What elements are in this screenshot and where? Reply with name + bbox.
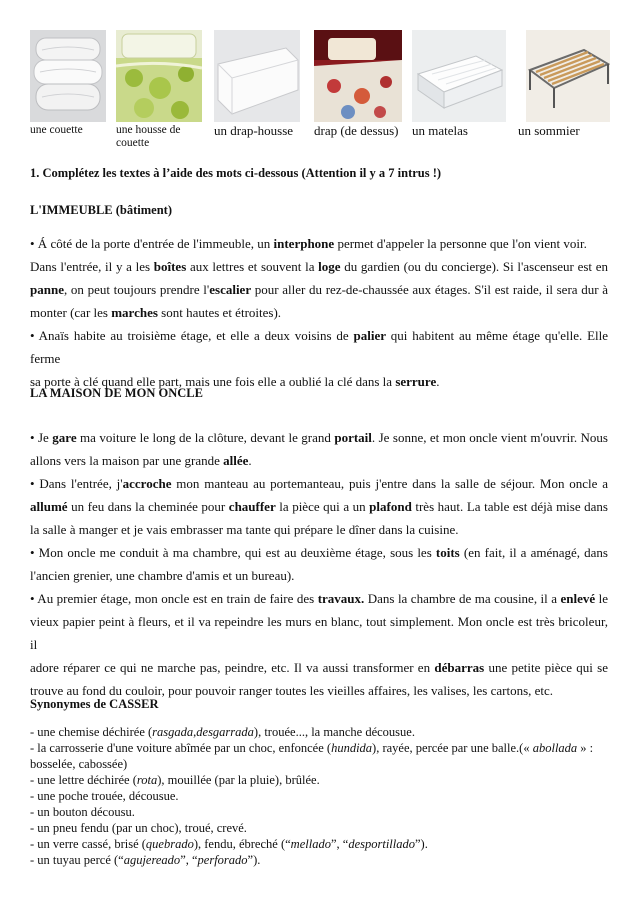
maison-p3-line-1: • Mon oncle me conduit à ma chambre, qui est au deuxième étage, sous les toits (en fait, il a aménagé, dans — [30, 545, 608, 560]
maison-p4-line-1: • Au premier étage, mon oncle est en train de faire des travaux. Dans la chambre de ma cousine, il a enlevé le — [30, 591, 608, 606]
maison-p3-line-2: l'ancien grenier, une chambre d'amis et un bureau). — [30, 568, 295, 583]
maison-p4-line-2: vieux papier peint à fleurs, et il va repeindre les murs en blanc, tout simplement. Mon oncle est très bricoleur, il — [30, 614, 608, 652]
synonymes-heading: Synonymes de CASSER — [30, 697, 159, 711]
syn-line-5: - un bouton décousu. — [30, 805, 135, 819]
maison-p2-line-2: allumé un feu dans la cheminée pour chauffer la pièce qui a un plafond très haut. La table est déjà mise dans — [30, 499, 608, 514]
syn-line-2: - la carrosserie d'une voiture abîmée par un choc, enfoncée (hundida), rayée, percée par une balle.(« abollada » : — [30, 741, 594, 755]
immeuble-text — [30, 232, 608, 393]
caption-flat-sheet: drap (de dessus) — [314, 123, 399, 138]
caption-mattress: un matelas — [412, 123, 468, 138]
immeuble-p2-line-1: Dans l'entrée, il y a les boîtes aux lettres et souvent la loge du gardien (ou du concierge). Si l'ascenseur est en — [30, 259, 608, 274]
caption-slatted-base: un sommier — [518, 123, 580, 138]
caption-duvet-cover-line-2: couette — [116, 137, 150, 149]
syn-line-8: - un tuyau percé (“agujereado”, “perforado”). — [30, 853, 261, 867]
immeuble-p3-line-1: • Anaïs habite au troisième étage, et elle a deux voisins de palier qui habitent au même étage qu'elle. Elle ferme — [30, 328, 609, 366]
fitted-sheet-image — [214, 30, 300, 122]
exercise-title: 1. Complétez les textes à l’aide des mots ci-dessous (Attention il y a 7 intrus !) — [30, 166, 442, 180]
syn-line-7: - un verre cassé, brisé (quebrado), fendu, ébreché (“mellado”, “desportillado”). — [30, 837, 428, 851]
image-captions — [30, 124, 610, 154]
immeuble-p1: • Á côté de la porte d'entrée de l'immeuble, un interphone permet d'appeler la personne que l'on vient voir. — [30, 236, 587, 251]
caption-duvet: une couette — [30, 124, 83, 136]
maison-p2-line-1: • Dans l'entrée, j'accroche mon manteau au portemanteau, puis j'entre dans la salle de séjour. Mon oncle a — [30, 476, 608, 491]
maison-p4-line-3: adore réparer ce qui ne marche pas, peindre, etc. Il va aussi transformer en débarras une petite pièce qui se — [30, 660, 609, 675]
immeuble-p3-line-2: sa porte à clé quand elle part, mais une fois elle a oublié la clé dans la serrure. — [30, 374, 440, 389]
immeuble-heading: L'IMMEUBLE (bâtiment) — [30, 203, 173, 217]
maison-text — [30, 426, 608, 702]
flat-sheet-image — [314, 30, 402, 122]
duvet-image — [30, 30, 106, 122]
maison-heading: LA MAISON DE MON ONCLE — [30, 386, 203, 400]
maison-p4-line-4: trouve au fond du couloir, pour pouvoir ranger toutes les vieilles affaires, les valises, les cartons, etc. — [30, 683, 554, 698]
maison-p2-line-3: la salle à manger et je vais embrasser ma tante qui prépare le dîner dans la cuisine. — [30, 522, 459, 537]
immeuble-p2-line-3: monter (car les marches sont hautes et étroites). — [30, 305, 282, 320]
immeuble-p2-line-2: panne, on peut toujours prendre l'escalier pour aller du rez-de-chaussée aux étages. S'il est raide, il sera dur à — [30, 282, 608, 297]
caption-duvet-cover-line-1: une housse de — [116, 124, 181, 136]
duvet-cover-image — [116, 30, 202, 122]
caption-fitted-sheet: un drap-housse — [214, 123, 294, 138]
syn-line-3: - une lettre déchirée (rota), mouillée (par la pluie), brûlée. — [30, 773, 320, 787]
syn-line-4: - une poche trouée, décousue. — [30, 789, 179, 803]
syn-line-1: - une chemise déchirée (rasgada,desgarrada), trouée..., la manche décousue. — [30, 725, 415, 739]
maison-p1-line-2: allons vers la maison par une grande allée. — [30, 453, 252, 468]
mattress-image — [412, 30, 506, 122]
synonymes-list — [30, 724, 608, 868]
caption-duvet-cover — [116, 124, 181, 150]
maison-p1-line-1: • Je gare ma voiture le long de la clôture, devant le grand portail. Je sonne, et mon oncle vient m'ouvrir. Nous — [30, 430, 608, 445]
syn-line-6: - un pneu fendu (par un choc), troué, crevé. — [30, 821, 247, 835]
slatted-base-image — [526, 30, 610, 122]
bedding-image-strip — [30, 30, 610, 122]
syn-line-2b: bosselée, cabossée) — [30, 757, 128, 771]
